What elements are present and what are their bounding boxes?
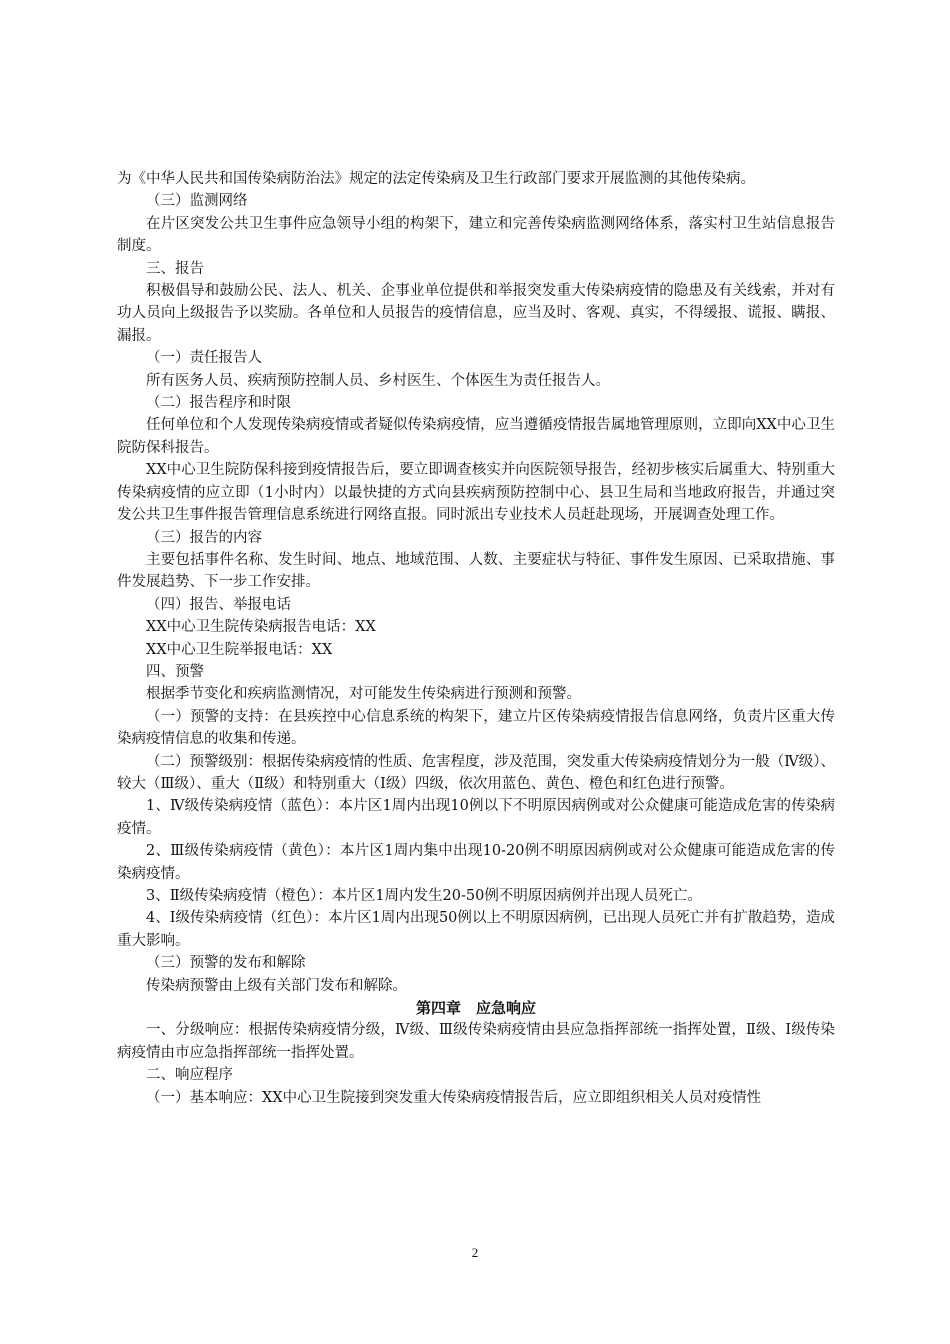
paragraph: 一、分级响应：根据传染病疫情分级，Ⅳ级、Ⅲ级传染病疫情由县应急指挥部统一指挥处置，Ⅱ级、Ⅰ级传染病疫情由市应急指挥部统一指挥处置。	[117, 1022, 835, 1061]
page-number: 2	[471, 1245, 479, 1260]
paragraph: 根据季节变化和疾病监测情况，对可能发生传染病进行预测和预警。	[146, 686, 581, 703]
document-body	[117, 168, 835, 1109]
paragraph: XX中心卫生院传染病报告电话：XX	[146, 619, 376, 636]
paragraph: （二）报告程序和时限	[146, 395, 291, 412]
chapter-heading: 第四章 应急响应	[415, 999, 536, 1018]
paragraph: （四）报告、举报电话	[146, 596, 291, 613]
paragraph: 二、响应程序	[146, 1067, 233, 1084]
paragraph: 3、Ⅱ级传染病疫情（橙色）：本片区1周内发生20-50例不明原因病例并出现人员死亡。	[146, 888, 702, 904]
paragraph: 主要包括事件名称、发生时间、地点、地域范围、人数、主要症状与特征、事件发生原因、已采取措施、事件发展趋势、下一步工作安排。	[117, 551, 835, 591]
paragraph: 积极倡导和鼓励公民、法人、机关、企事业单位提供和举报突发重大传染病疫情的隐患及有关线索，并对有功人员向上级报告予以奖励。各单位和人员报告的疫情信息，应当及时、客观、真实，不得缓报、谎报、瞒报、漏报。	[117, 283, 835, 344]
paragraph: （一）基本响应：XX中心卫生院接到突发重大传染病疫情报告后，应立即组织相关人员对疫情性	[146, 1089, 762, 1106]
paragraph: 四、预警	[146, 663, 204, 680]
paragraph: （三）监测网络	[146, 193, 248, 210]
paragraph: XX中心卫生院防保科接到疫情报告后，要立即调查核实并向医院领导报告，经初步核实后属重大、特别重大传染病疫情的应立即（1小时内）以最快捷的方式向县疾病预防控制中心、县卫生局和当地政府报告，并通过突发公共卫生事件报告管理信息系统进行网络直报。同时派出专业技术人员赶赴现场，开展调查处理工作。	[117, 462, 835, 524]
paragraph: 在片区突发公共卫生事件应急领导小组的构架下，建立和完善传染病监测网络体系，落实村卫生站信息报告制度。	[117, 215, 835, 255]
paragraph: （三）报告的内容	[146, 529, 262, 546]
paragraph: （三）预警的发布和解除	[146, 955, 306, 972]
paragraph: （一）预警的支持：在县疾控中心信息系统的构架下，建立片区传染病疫情报告信息网络，负责片区重大传染病疫情信息的收集和传递。	[117, 708, 835, 748]
paragraph: 2、Ⅲ级传染病疫情（黄色）：本片区1周内集中出现10-20例不明原因病例或对公众健康可能造成危害的传染病疫情。	[117, 843, 835, 882]
paragraph: 传染病预警由上级有关部门发布和解除。	[146, 977, 407, 994]
paragraph: （二）预警级别：根据传染病疫情的性质、危害程度，涉及范围，突发重大传染病疫情划分为一般（Ⅳ级）、较大（Ⅲ级）、重大（Ⅱ级）和特别重大（Ⅰ级）四级，依次用蓝色、黄色、橙色和红色进行预警。	[117, 753, 835, 792]
paragraph: XX中心卫生院举报电话：XX	[146, 641, 333, 658]
paragraph: 为《中华人民共和国传染病防治法》规定的法定传染病及卫生行政部门要求开展监测的其他传染病。	[117, 171, 755, 187]
paragraph: 所有医务人员、疾病预防控制人员、乡村医生、个体医生为责任报告人。	[146, 372, 610, 389]
paragraph: 1、Ⅳ级传染病疫情（蓝色）：本片区1周内出现10例以下不明原因病例或对公众健康可能造成危害的传染病疫情。	[117, 798, 835, 837]
paragraph: （一）责任报告人	[146, 350, 262, 367]
paragraph: 任何单位和个人发现传染病疫情或者疑似传染病疫情，应当遵循疫情报告属地管理原则，立即向XX中心卫生院防保科报告。	[117, 417, 835, 456]
paragraph: 三、报告	[146, 260, 204, 277]
paragraph: 4、Ⅰ级传染病疫情（红色）：本片区1周内出现50例以上不明原因病例，已出现人员死亡并有扩散趋势，造成重大影响。	[117, 910, 835, 949]
